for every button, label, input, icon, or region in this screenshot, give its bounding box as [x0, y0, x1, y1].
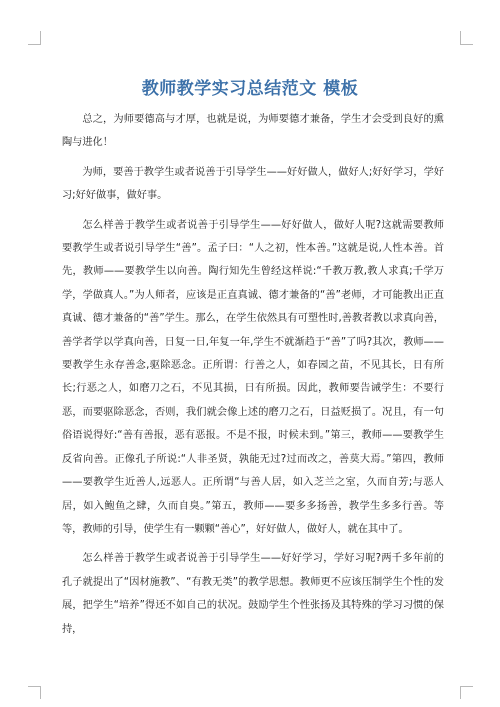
crop-mark-bottom-right-v [460, 686, 461, 699]
document-body [62, 108, 444, 647]
crop-mark-top-left-h [28, 44, 41, 45]
crop-mark-bottom-right-h [460, 686, 473, 687]
crop-mark-top-right-h [460, 44, 473, 45]
paragraph-4: 怎么样善于教学生或者说善于引导学生——好好学习，学好习呢?两千多年前的孔子就提出了“因材施教”、“有教无类”的教学思想。教师更不应该压制学生个性的发展，把学生“培养”得还不如自己的状况。鼓励学生个性张扬及其特殊的学习习惯的保持， [62, 553, 444, 635]
crop-mark-top-left-v [40, 31, 41, 44]
paragraph-3: 怎么样善于教学生或者说善于引导学生——好好做人，做好人呢?这就需要教师要教学生或者说引导学生“善”。孟子曰：“人之初，性本善。”这就是说,人性本善。首先，教师——要教学生以向善。陶行知先生曾经这样说:“千教万教,教人求真;千学万学，学做真人。”为人师者，应该是正直真诚、德才兼备的“善”老师，才可能教出正直真诚、德才兼备的“善”学生。那么，在学生依然具有可塑性时,善教者教以求真向善，善学者学以学真向善，日复一日,年复一年,学生不就渐趋于“善”了吗?其次，教师——要教学生永存善念,驱除恶念。正所谓：行善之人，如春园之苗，不见其长，日有所长;行恶之人，如磨刀之石，不见其损，日有所损。因此，教师要告诫学生：不要行恶，而要驱除恶念，否则，我们就会像上述的磨刀之石，日益贬损了。况且，有一句俗语说得好:“善有善报，恶有恶报。不是不报，时候未到。”第三，教师——要教学生反省向善。正像孔子所说:“人非圣贤，孰能无过?过而改之，善莫大焉。”第四，教师——要教学生近善人,远恶人。正所谓“与善人居，如入芝兰之室，久而自芳;与恶人居，如入鲍鱼之肆，久而自臭。”第五，教师——要多多扬善，教学生多多行善。等等，教师的引导，使学生有一颗颗“善心”，好好做人，做好人，就在其中了。 [62, 219, 444, 535]
paragraph-2: 为师，要善于教学生或者说善于引导学生——好好做人，做好人;好好学习，学好习;好好做事，做好事。 [62, 166, 444, 202]
paragraph-1: 总之，为师要德高与才厚，也就是说，为师要德才兼备，学生才会受到良好的熏陶与进化！ [62, 114, 444, 149]
crop-mark-bottom-left-v [40, 686, 41, 699]
crop-mark-top-right-v [460, 31, 461, 44]
document-title: 教师教学实习总结范文 模板 [141, 79, 359, 100]
